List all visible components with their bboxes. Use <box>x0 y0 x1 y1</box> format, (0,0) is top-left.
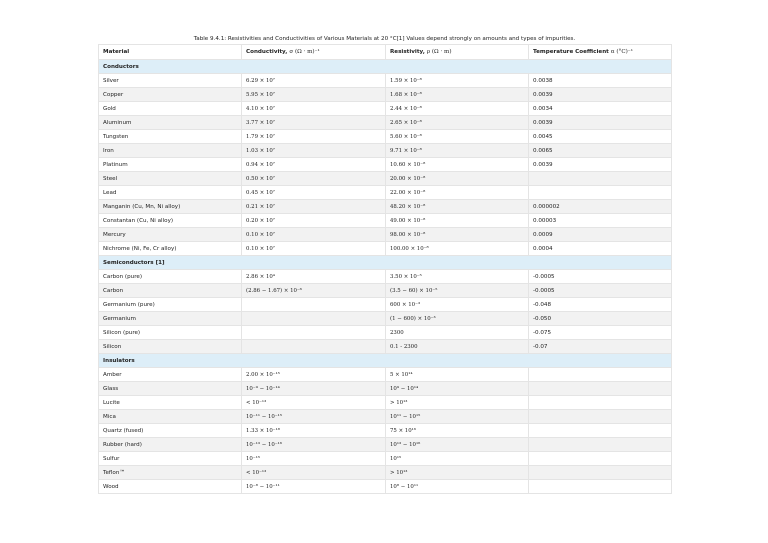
cell-conductivity: 4.10 × 10⁷ <box>242 102 386 116</box>
cell-resistivity: 1.68 × 10⁻⁸ <box>386 88 529 102</box>
cell-temp-coefficient <box>529 410 672 424</box>
header-unit: α (°C)⁻¹ <box>610 49 633 55</box>
cell-temp-coefficient <box>529 368 672 382</box>
cell-resistivity: 5 × 10¹⁴ <box>386 368 529 382</box>
table-row <box>99 74 672 88</box>
table-row <box>99 438 672 452</box>
table-row <box>99 382 672 396</box>
table-row <box>99 368 672 382</box>
cell-material: Constantan (Cu, Ni alloy) <box>99 214 242 228</box>
section-header-row <box>99 256 672 270</box>
cell-conductivity: 0.21 × 10⁷ <box>242 200 386 214</box>
resistivity-table <box>98 44 672 494</box>
cell-temp-coefficient <box>529 424 672 438</box>
cell-material: Amber <box>99 368 242 382</box>
table-row <box>99 242 672 256</box>
cell-conductivity: 1.79 × 10⁷ <box>242 130 386 144</box>
cell-conductivity: 0.10 × 10⁷ <box>242 242 386 256</box>
header-resistivity <box>386 45 529 60</box>
table-row <box>99 270 672 284</box>
cell-temp-coefficient <box>529 466 672 480</box>
cell-resistivity: 5.60 × 10⁻⁸ <box>386 130 529 144</box>
cell-temp-coefficient <box>529 396 672 410</box>
cell-temp-coefficient <box>529 480 672 494</box>
table-row <box>99 158 672 172</box>
cell-material: Rubber (hard) <box>99 438 242 452</box>
cell-temp-coefficient: -0.0005 <box>529 270 672 284</box>
table-row <box>99 480 672 494</box>
cell-temp-coefficient <box>529 438 672 452</box>
table-row <box>99 452 672 466</box>
table-row <box>99 186 672 200</box>
section-header-row <box>99 60 672 74</box>
table-row <box>99 284 672 298</box>
section-title: Insulators <box>99 354 672 368</box>
table-body <box>99 60 672 494</box>
cell-conductivity: 10⁻⁹ − 10⁻¹⁴ <box>242 382 386 396</box>
cell-conductivity: 6.29 × 10⁷ <box>242 74 386 88</box>
cell-temp-coefficient: -0.0005 <box>529 284 672 298</box>
cell-material: Quartz (fused) <box>99 424 242 438</box>
cell-resistivity: 10⁸ − 10¹¹ <box>386 480 529 494</box>
table-row <box>99 424 672 438</box>
cell-resistivity: (3.5 − 60) × 10⁻⁵ <box>386 284 529 298</box>
cell-material: Platinum <box>99 158 242 172</box>
cell-resistivity: 98.00 × 10⁻⁸ <box>386 228 529 242</box>
section-header-row <box>99 354 672 368</box>
table-row <box>99 116 672 130</box>
header-label: Conductivity, <box>246 49 290 55</box>
cell-resistivity: 49.00 × 10⁻⁸ <box>386 214 529 228</box>
cell-conductivity <box>242 298 386 312</box>
header-label: Temperature Coefficient <box>533 49 611 55</box>
cell-conductivity <box>242 340 386 354</box>
table-row <box>99 396 672 410</box>
header-label: Material <box>103 49 130 55</box>
cell-temp-coefficient <box>529 452 672 466</box>
cell-material: Teflon™ <box>99 466 242 480</box>
cell-resistivity: 2.44 × 10⁻⁸ <box>386 102 529 116</box>
cell-temp-coefficient: 0.0009 <box>529 228 672 242</box>
cell-conductivity <box>242 312 386 326</box>
cell-conductivity: 2.00 × 10⁻¹⁵ <box>242 368 386 382</box>
table-caption: Table 9.4.1: Resistivities and Conductivities of Various Materials at 20 °C[1] Values depend strongly on amounts and types of impurities. <box>193 36 576 42</box>
cell-resistivity: 10⁹ − 10¹⁴ <box>386 382 529 396</box>
cell-temp-coefficient: 0.0039 <box>529 116 672 130</box>
cell-resistivity: 75 × 10¹⁶ <box>386 424 529 438</box>
cell-temp-coefficient: 0.00003 <box>529 214 672 228</box>
cell-conductivity: 10⁻⁸ − 10⁻¹¹ <box>242 480 386 494</box>
cell-resistivity: 10¹⁵ <box>386 452 529 466</box>
cell-resistivity: 22.00 × 10⁻⁸ <box>386 186 529 200</box>
cell-conductivity: 0.50 × 10⁷ <box>242 172 386 186</box>
cell-resistivity: 100.00 × 10⁻⁸ <box>386 242 529 256</box>
cell-conductivity: 0.20 × 10⁷ <box>242 214 386 228</box>
cell-material: Silicon <box>99 340 242 354</box>
cell-material: Carbon (pure) <box>99 270 242 284</box>
cell-material: Manganin (Cu, Mn, Ni alloy) <box>99 200 242 214</box>
table-row <box>99 410 672 424</box>
cell-material: Germanium <box>99 312 242 326</box>
cell-conductivity: 3.77 × 10⁷ <box>242 116 386 130</box>
table-row <box>99 214 672 228</box>
cell-resistivity: 600 × 10⁻³ <box>386 298 529 312</box>
cell-material: Silver <box>99 74 242 88</box>
cell-material: Steel <box>99 172 242 186</box>
cell-resistivity: 2300 <box>386 326 529 340</box>
header-row <box>99 45 672 60</box>
cell-resistivity: (1 − 600) × 10⁻³ <box>386 312 529 326</box>
cell-material: Silicon (pure) <box>99 326 242 340</box>
cell-temp-coefficient: 0.0039 <box>529 88 672 102</box>
cell-temp-coefficient <box>529 186 672 200</box>
cell-conductivity: 0.45 × 10⁷ <box>242 186 386 200</box>
cell-resistivity: 20.00 × 10⁻⁸ <box>386 172 529 186</box>
header-temperature-coefficient <box>529 45 672 60</box>
cell-conductivity: 1.33 × 10⁻¹⁸ <box>242 424 386 438</box>
cell-resistivity: 10¹³ − 10¹⁶ <box>386 438 529 452</box>
cell-material: Iron <box>99 144 242 158</box>
cell-resistivity: > 10¹³ <box>386 396 529 410</box>
cell-material: Tungsten <box>99 130 242 144</box>
table-row <box>99 466 672 480</box>
cell-material: Nichrome (Ni, Fe, Cr alloy) <box>99 242 242 256</box>
table-row <box>99 326 672 340</box>
cell-conductivity <box>242 326 386 340</box>
header-label: Resistivity, <box>390 49 427 55</box>
table-row <box>99 88 672 102</box>
table-row <box>99 102 672 116</box>
cell-material: Glass <box>99 382 242 396</box>
cell-conductivity: 0.94 × 10⁷ <box>242 158 386 172</box>
header-unit: ρ (Ω · m) <box>426 49 452 55</box>
table-row <box>99 200 672 214</box>
cell-material: Mica <box>99 410 242 424</box>
cell-conductivity: 0.10 × 10⁷ <box>242 228 386 242</box>
cell-temp-coefficient <box>529 172 672 186</box>
section-title: Semiconductors [1] <box>99 256 672 270</box>
header-unit: σ (Ω · m)⁻¹ <box>289 49 320 55</box>
cell-resistivity: 2.65 × 10⁻⁸ <box>386 116 529 130</box>
cell-temp-coefficient: -0.075 <box>529 326 672 340</box>
table-row <box>99 144 672 158</box>
cell-resistivity: 48.20 × 10⁻⁸ <box>386 200 529 214</box>
cell-resistivity: 10.60 × 10⁻⁸ <box>386 158 529 172</box>
table-row <box>99 340 672 354</box>
table-header <box>99 45 672 60</box>
cell-conductivity: < 10⁻¹³ <box>242 396 386 410</box>
cell-material: Mercury <box>99 228 242 242</box>
cell-temp-coefficient: 0.0034 <box>529 102 672 116</box>
cell-temp-coefficient: -0.048 <box>529 298 672 312</box>
cell-temp-coefficient: 0.0039 <box>529 158 672 172</box>
cell-resistivity: 0.1 - 2300 <box>386 340 529 354</box>
cell-material: Lead <box>99 186 242 200</box>
cell-material: Aluminum <box>99 116 242 130</box>
cell-conductivity: 2.86 × 10⁴ <box>242 270 386 284</box>
section-title: Conductors <box>99 60 672 74</box>
table-row <box>99 172 672 186</box>
cell-resistivity: 9.71 × 10⁻⁸ <box>386 144 529 158</box>
cell-material: Wood <box>99 480 242 494</box>
cell-resistivity: > 10¹³ <box>386 466 529 480</box>
cell-resistivity: 10¹¹ − 10¹⁵ <box>386 410 529 424</box>
cell-conductivity: 10⁻¹³ − 10⁻¹⁶ <box>242 438 386 452</box>
cell-resistivity: 1.59 × 10⁻⁸ <box>386 74 529 88</box>
cell-conductivity: 5.95 × 10⁷ <box>242 88 386 102</box>
cell-material: Sulfur <box>99 452 242 466</box>
cell-conductivity: 10⁻¹⁵ <box>242 452 386 466</box>
table-row <box>99 228 672 242</box>
cell-conductivity: (2.86 − 1.67) × 10⁻⁶ <box>242 284 386 298</box>
header-conductivity <box>242 45 386 60</box>
cell-material: Copper <box>99 88 242 102</box>
cell-material: Carbon <box>99 284 242 298</box>
cell-conductivity: < 10⁻¹³ <box>242 466 386 480</box>
cell-temp-coefficient: 0.0038 <box>529 74 672 88</box>
table-row <box>99 298 672 312</box>
cell-conductivity: 1.03 × 10⁷ <box>242 144 386 158</box>
table-row <box>99 130 672 144</box>
cell-material: Germanium (pure) <box>99 298 242 312</box>
cell-temp-coefficient: 0.000002 <box>529 200 672 214</box>
header-material <box>99 45 242 60</box>
table-row <box>99 312 672 326</box>
cell-material: Gold <box>99 102 242 116</box>
cell-conductivity: 10⁻¹¹ − 10⁻¹⁵ <box>242 410 386 424</box>
cell-temp-coefficient: -0.07 <box>529 340 672 354</box>
cell-temp-coefficient: -0.050 <box>529 312 672 326</box>
cell-temp-coefficient: 0.0065 <box>529 144 672 158</box>
cell-temp-coefficient: 0.0045 <box>529 130 672 144</box>
cell-temp-coefficient <box>529 382 672 396</box>
cell-material: Lucite <box>99 396 242 410</box>
cell-temp-coefficient: 0.0004 <box>529 242 672 256</box>
cell-resistivity: 3.50 × 10⁻⁵ <box>386 270 529 284</box>
